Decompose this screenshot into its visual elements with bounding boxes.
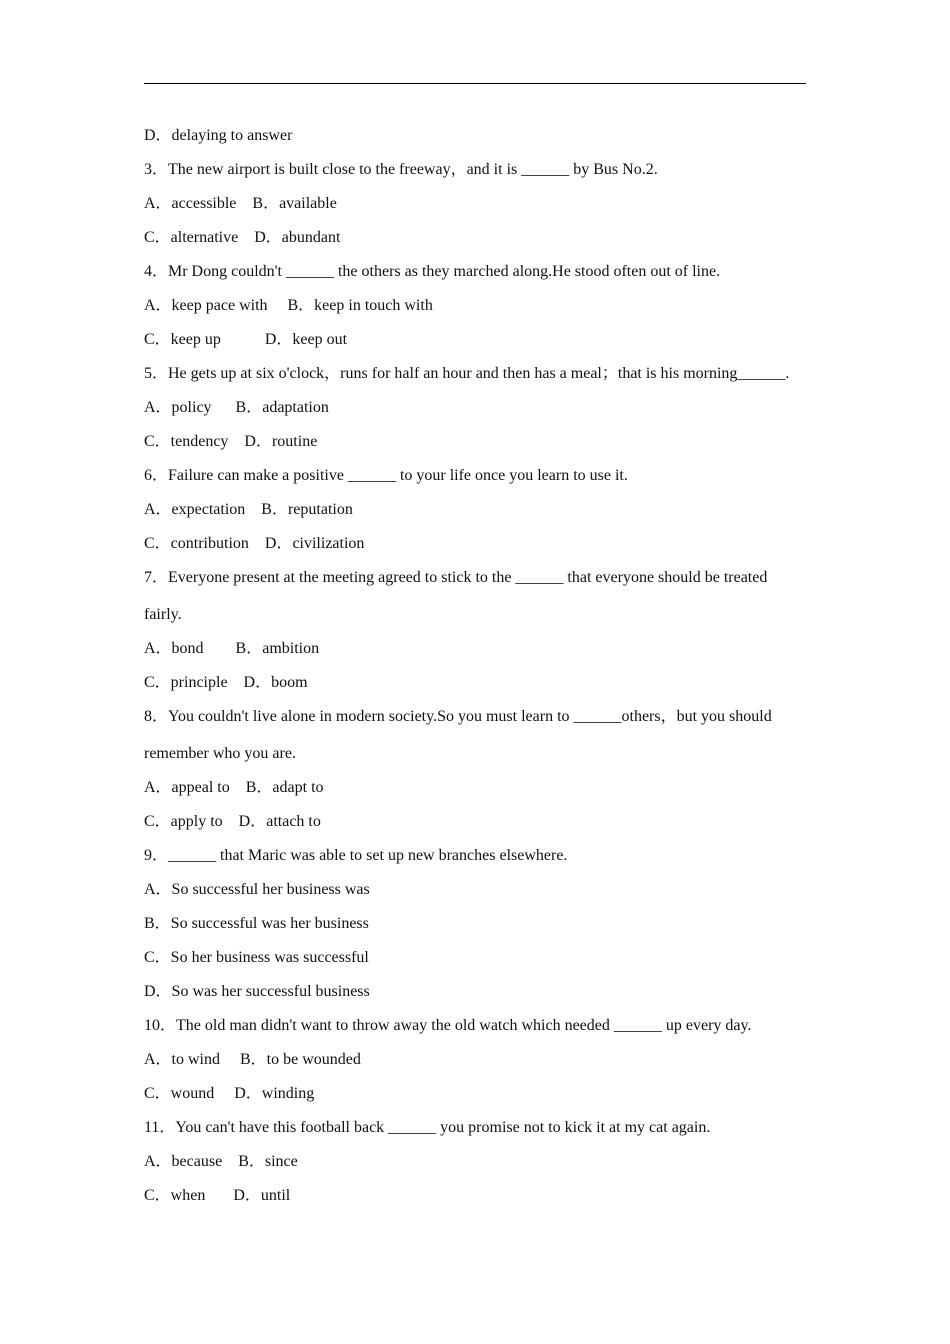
question-line: 6．Failure can make a positive ______ to your life once you learn to use it. <box>144 467 628 484</box>
question-line: 11．You can't have this football back ______ you promise not to kick it at my cat again. <box>144 1119 711 1136</box>
question-line: 5．He gets up at six o'clock，runs for half an hour and then has a meal；that is his morning______. <box>144 365 790 382</box>
option-line: D．So was her successful business <box>144 983 370 1000</box>
option-line: C．when D．until <box>144 1187 291 1204</box>
question-line: 4．Mr Dong couldn't ______ the others as they marched along.He stood often out of line. <box>144 263 721 280</box>
option-line: B．So successful was her business <box>144 915 369 932</box>
option-line: A．because B．since <box>144 1153 298 1170</box>
question-continuation-line: fairly. <box>144 606 182 623</box>
option-line: A．appeal to B．adapt to <box>144 779 324 796</box>
option-line: D．delaying to answer <box>144 127 293 144</box>
option-line: C．apply to D．attach to <box>144 813 321 830</box>
question-line: 8．You couldn't live alone in modern society.So you must learn to ______others，but you should <box>144 708 772 725</box>
option-line: A．keep pace with B．keep in touch with <box>144 297 433 314</box>
question-line: 7．Everyone present at the meeting agreed to stick to the ______ that everyone should be treated <box>144 569 768 586</box>
question-line: 10．The old man didn't want to throw away the old watch which needed ______ up every day. <box>144 1017 752 1034</box>
option-line: C．alternative D．abundant <box>144 229 341 246</box>
option-line: A．policy B．adaptation <box>144 399 329 416</box>
option-line: A．bond B．ambition <box>144 640 320 657</box>
option-line: C．wound D．winding <box>144 1085 315 1102</box>
header-rule <box>144 83 806 84</box>
option-line: C．contribution D．civilization <box>144 535 365 552</box>
option-line: C．So her business was successful <box>144 949 369 966</box>
question-line: 3．The new airport is built close to the freeway，and it is ______ by Bus No.2. <box>144 161 658 178</box>
option-line: A．So successful her business was <box>144 881 370 898</box>
option-line: C．principle D．boom <box>144 674 308 691</box>
question-line: 9．______ that Maric was able to set up new branches elsewhere. <box>144 847 568 864</box>
option-line: A．expectation B．reputation <box>144 501 353 518</box>
page-body <box>144 125 806 1207</box>
option-line: A．to wind B．to be wounded <box>144 1051 361 1068</box>
option-line: C．tendency D．routine <box>144 433 318 450</box>
option-line: A．accessible B．available <box>144 195 337 212</box>
question-continuation-line: remember who you are. <box>144 745 296 762</box>
option-line: C．keep up D．keep out <box>144 331 348 348</box>
